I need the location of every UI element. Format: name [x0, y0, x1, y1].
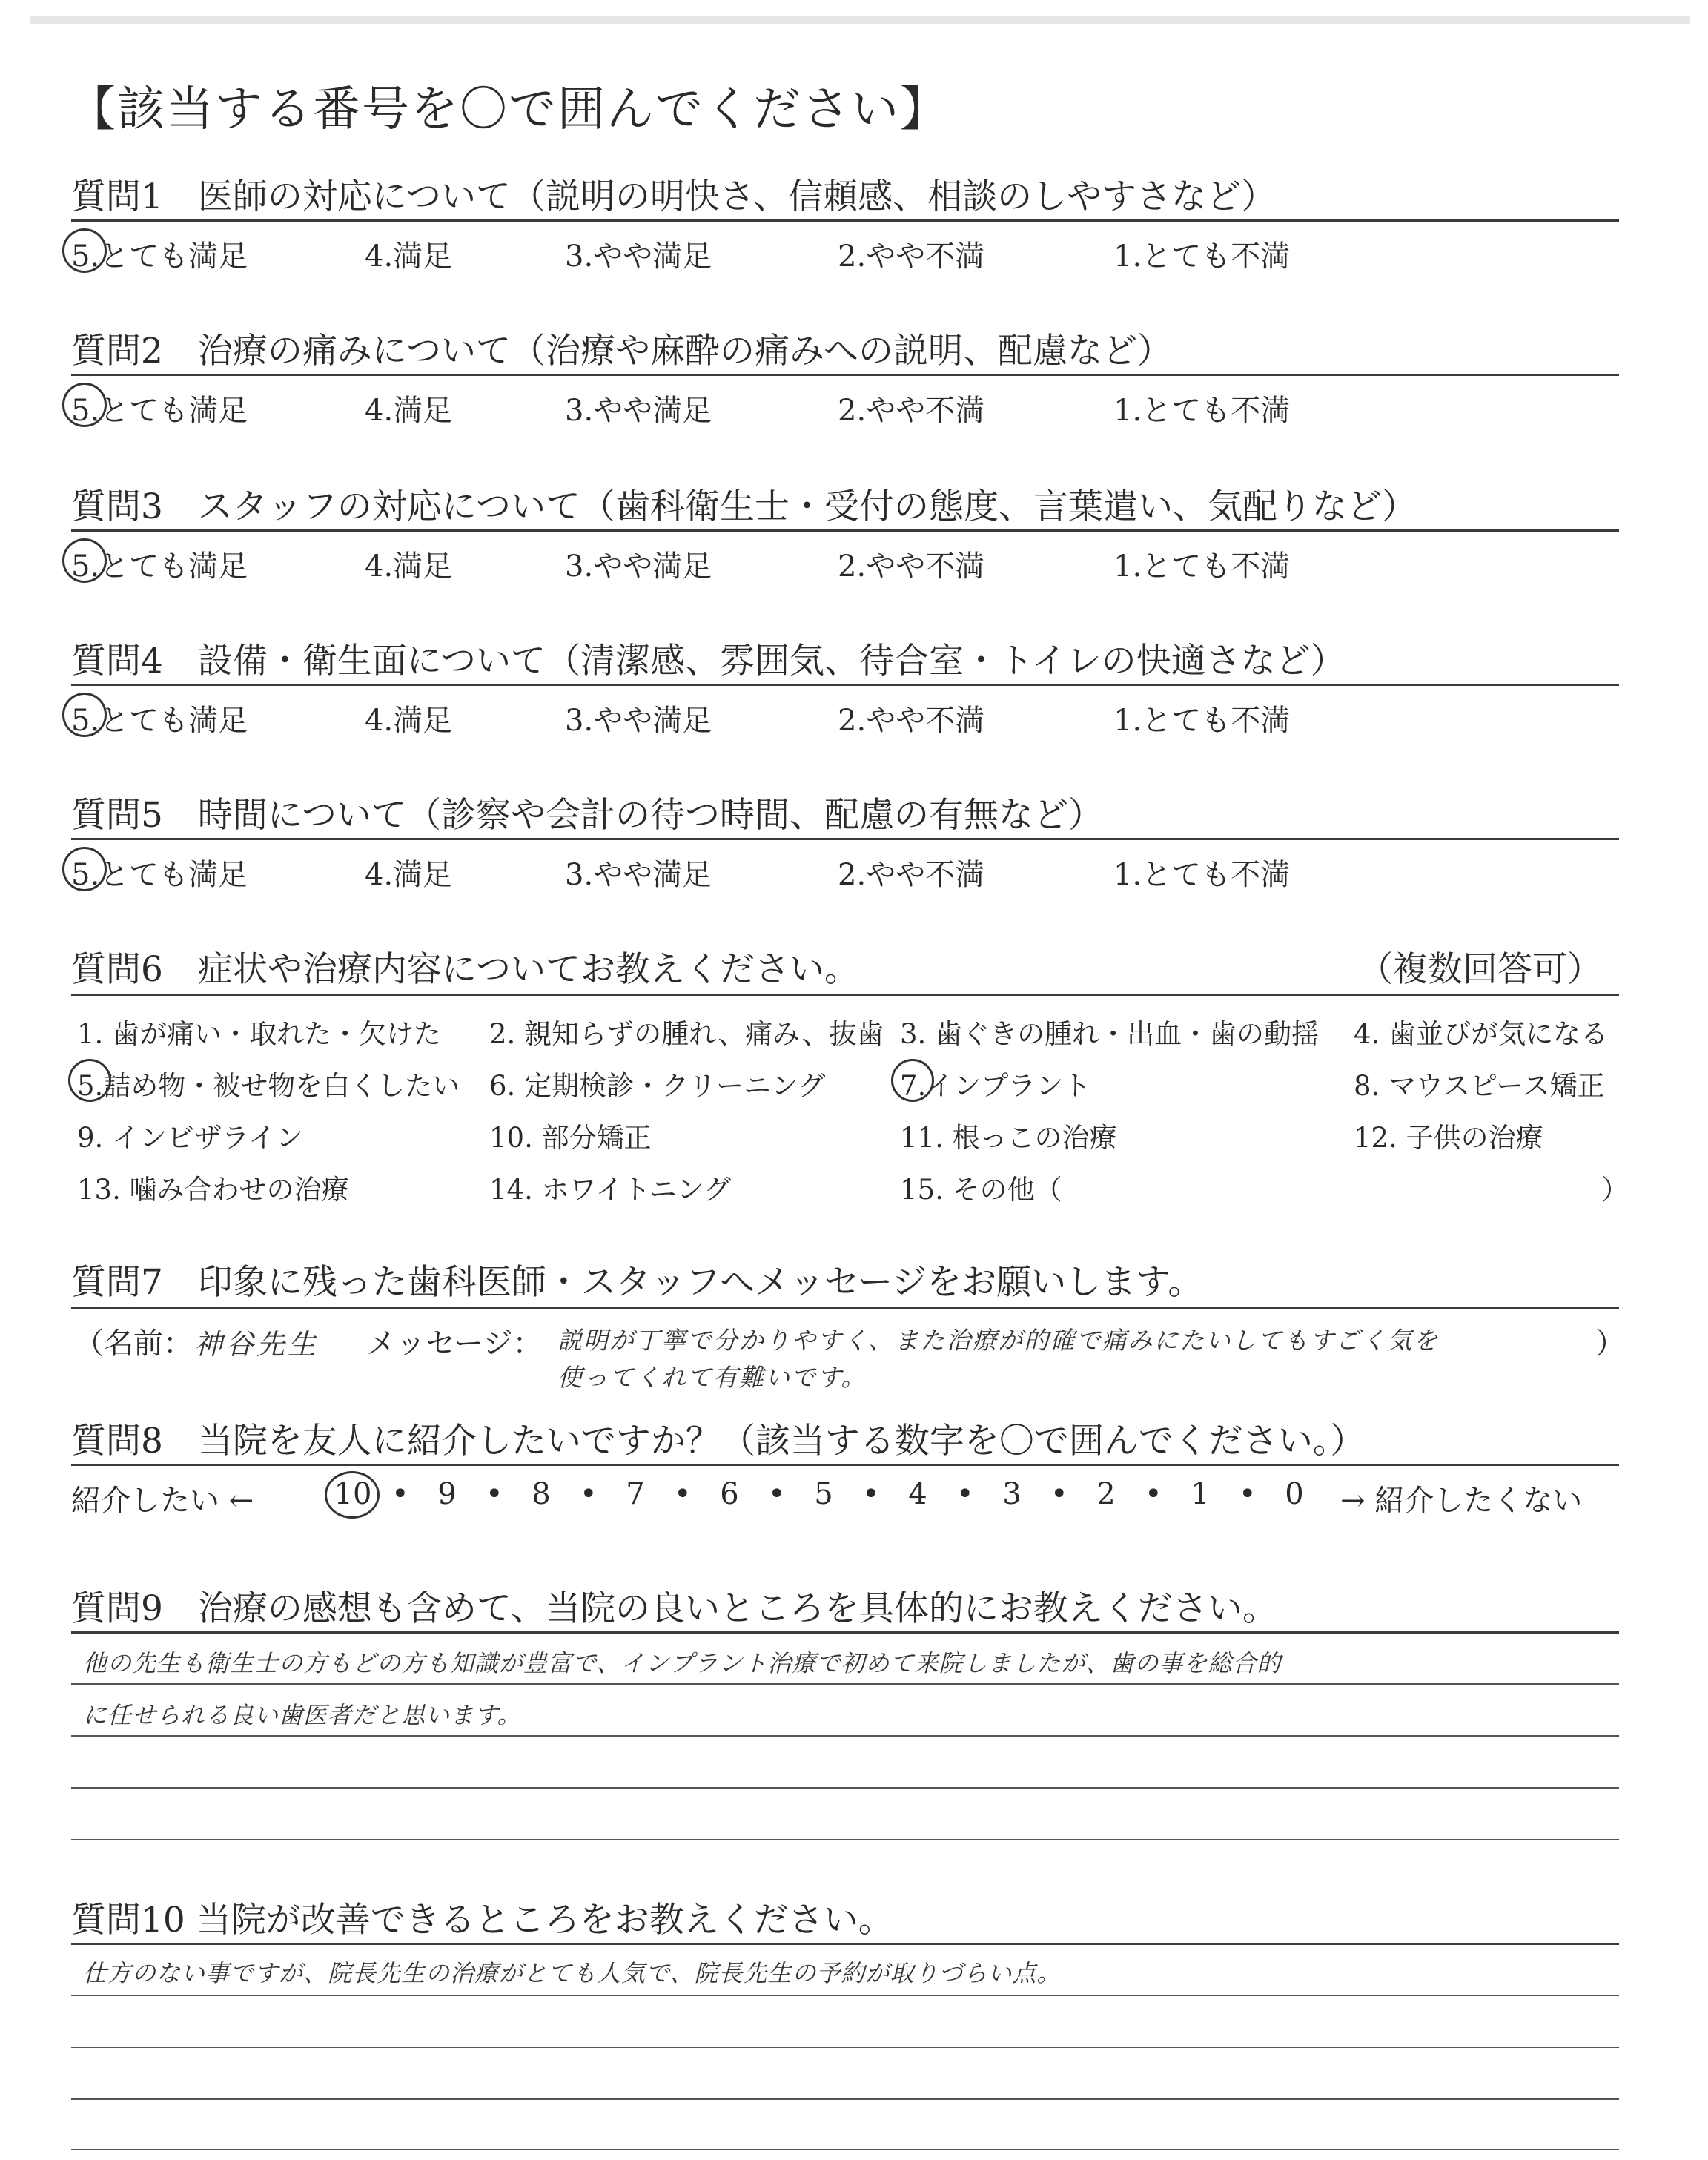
q1-option[interactable]: 2.やや不満	[838, 240, 985, 274]
q5-option[interactable]: 5.とても満足	[71, 858, 248, 892]
q5-option[interactable]: 4.満足	[365, 858, 453, 892]
q10-title: 質問10 当院が改善できるところをお教えください。	[71, 1900, 893, 1941]
q6-option[interactable]: 7.インプラント	[900, 1070, 1091, 1102]
q4-option[interactable]: 2.やや不満	[838, 704, 985, 738]
selection-circle	[62, 228, 107, 273]
q6-title: 質問6 症状や治療内容についてお教えください。	[71, 949, 859, 990]
q7-message-label: メッセージ：	[366, 1327, 543, 1361]
q2-rule	[71, 374, 1619, 376]
q6-option[interactable]: 12. 子供の治療	[1354, 1122, 1543, 1154]
selection-circle	[325, 1471, 380, 1519]
q6-option[interactable]: 9. インビザライン	[77, 1122, 303, 1154]
q2-title: 質問2 治療の痛みについて（治療や麻酔の痛みへの説明、配慮など）	[71, 331, 1173, 371]
q8-scale-dot: •	[1050, 1477, 1068, 1511]
q2-option[interactable]: 3.やや満足	[565, 394, 712, 428]
q9-writing-line	[71, 1839, 1619, 1840]
q2-option[interactable]: 1.とても不満	[1113, 394, 1291, 428]
q8-scale-value[interactable]: 9	[437, 1477, 457, 1511]
q8-scale-value[interactable]: 6	[720, 1477, 739, 1511]
q5-rule	[71, 838, 1619, 840]
q8-scale-dot: •	[768, 1477, 786, 1511]
q1-option[interactable]: 1.とても不満	[1113, 240, 1291, 274]
q10-writing-line	[71, 1995, 1619, 1996]
q3-rule	[71, 529, 1619, 532]
q5-option[interactable]: 2.やや不満	[838, 858, 985, 892]
selection-circle	[62, 693, 107, 737]
q8-scale-dot: •	[580, 1477, 598, 1511]
q3-option[interactable]: 3.やや満足	[565, 549, 712, 584]
selection-circle	[891, 1059, 934, 1102]
q7-message-line2[interactable]: 使ってくれて有難いです。	[557, 1363, 867, 1392]
q1-title: 質問1 医師の対応について（説明の明快さ、信頼感、相談のしやすさなど）	[71, 176, 1277, 217]
q7-rule	[71, 1307, 1619, 1309]
q6-rule	[71, 994, 1619, 996]
selection-circle	[68, 1059, 111, 1102]
q2-option[interactable]: 4.満足	[365, 394, 453, 428]
q8-scale-value[interactable]: 2	[1096, 1477, 1116, 1511]
q5-title: 質問5 時間について（診察や会計の待つ時間、配慮の有無など）	[71, 795, 1103, 836]
q6-option[interactable]: 15. その他（	[900, 1174, 1062, 1206]
selection-circle	[62, 383, 107, 427]
form-heading: 【該当する番号を〇で囲んでください】	[68, 82, 949, 137]
q4-option[interactable]: 4.満足	[365, 704, 453, 738]
q8-scale-dot: •	[862, 1477, 880, 1511]
q6-option[interactable]: 8. マウスピース矯正	[1354, 1070, 1605, 1102]
q3-option[interactable]: 5.とても満足	[71, 549, 248, 584]
q1-option[interactable]: 5.とても満足	[71, 240, 248, 274]
q8-left-label: 紹介したい ←	[71, 1484, 254, 1518]
q6-option[interactable]: 13. 噛み合わせの治療	[77, 1174, 349, 1206]
q8-scale-dot: •	[1239, 1477, 1257, 1511]
q9-answer-line1[interactable]: 他の先生も衛生士の方もどの方も知識が豊富で、インプラント治療で初めて来院しましたが、歯の事を総合的	[83, 1649, 1282, 1677]
q2-option[interactable]: 5.とても満足	[71, 394, 248, 428]
q8-scale-dot: •	[1145, 1477, 1162, 1511]
q8-scale-value[interactable]: 8	[532, 1477, 551, 1511]
q8-scale-dot: •	[391, 1477, 409, 1511]
q3-option[interactable]: 4.満足	[365, 549, 453, 584]
q1-rule	[71, 219, 1619, 222]
q4-option[interactable]: 1.とても不満	[1113, 704, 1291, 738]
q8-title: 質問8 当院を友人に紹介したいですか？（該当する数字を〇で囲んでください。）	[71, 1421, 1366, 1462]
q8-scale-value[interactable]: 5	[814, 1477, 833, 1511]
selection-circle	[62, 538, 107, 583]
q6-option[interactable]: 14. ホワイトニング	[489, 1174, 732, 1206]
q6-note: （複数回答可）	[1358, 949, 1602, 990]
q10-answer-line1[interactable]: 仕方のない事ですが、院長先生の治療がとても人気で、院長先生の予約が取りづらい点。	[83, 1959, 1062, 1987]
q8-scale-dot: •	[674, 1477, 692, 1511]
q2-option[interactable]: 2.やや不満	[838, 394, 985, 428]
q3-option[interactable]: 2.やや不満	[838, 549, 985, 584]
q8-scale-value[interactable]: 4	[908, 1477, 927, 1511]
q8-scale-dot: •	[486, 1477, 503, 1511]
q10-writing-line	[71, 2047, 1619, 2048]
q6-option[interactable]: 3. 歯ぐきの腫れ・出血・歯の動揺	[900, 1018, 1320, 1050]
q4-rule	[71, 684, 1619, 686]
q8-scale-dot: •	[956, 1477, 974, 1511]
q6-option[interactable]: 6. 定期検診・クリーニング	[489, 1070, 826, 1102]
q6-option[interactable]: 11. 根っこの治療	[900, 1122, 1117, 1154]
q6-option[interactable]: 5.詰め物・被せ物を白くしたい	[77, 1070, 460, 1102]
q6-option[interactable]: 1. 歯が痛い・取れた・欠けた	[77, 1018, 442, 1050]
q3-title: 質問3 スタッフの対応について（歯科衛生士・受付の態度、言葉遣い、気配りなど）	[71, 486, 1417, 527]
q10-writing-line	[71, 2149, 1619, 2150]
selection-circle	[62, 847, 107, 891]
q10-rule	[71, 1943, 1619, 1945]
q7-name-label: （名前：	[74, 1327, 193, 1361]
q9-title: 質問9 治療の感想も含めて、当院の良いところを具体的にお教えください。	[71, 1588, 1277, 1629]
q5-option[interactable]: 1.とても不満	[1113, 858, 1291, 892]
q5-option[interactable]: 3.やや満足	[565, 858, 712, 892]
q1-option[interactable]: 3.やや満足	[565, 240, 712, 274]
q8-right-label: → 紹介したくない	[1340, 1484, 1583, 1518]
q7-close-paren: ）	[1595, 1327, 1625, 1361]
q4-option[interactable]: 5.とても満足	[71, 704, 248, 738]
q8-scale-value[interactable]: 0	[1285, 1477, 1304, 1511]
q9-writing-line	[71, 1787, 1619, 1789]
q3-option[interactable]: 1.とても不満	[1113, 549, 1291, 584]
q9-rule	[71, 1631, 1619, 1634]
q6-option[interactable]: 4. 歯並びが気になる	[1354, 1018, 1609, 1050]
scan-edge	[30, 16, 1690, 24]
q6-other-close: ）	[1601, 1174, 1629, 1206]
q6-option[interactable]: 2. 親知らずの腫れ、痛み、抜歯	[489, 1018, 884, 1050]
q9-writing-line	[71, 1683, 1619, 1685]
q6-option[interactable]: 10. 部分矯正	[489, 1122, 652, 1154]
q8-scale-value[interactable]: 1	[1191, 1477, 1210, 1511]
q8-rule	[71, 1464, 1619, 1466]
q10-writing-line	[71, 2098, 1619, 2100]
q8-scale-value[interactable]: 7	[626, 1477, 645, 1511]
q4-title: 質問4 設備・衛生面について（清潔感、雰囲気、待合室・トイレの快適さなど）	[71, 641, 1345, 681]
q9-writing-line	[71, 1735, 1619, 1737]
q9-answer-line2[interactable]: に任せられる良い歯医者だと思います。	[83, 1701, 522, 1729]
q8-scale-value[interactable]: 3	[1002, 1477, 1022, 1511]
q7-title: 質問7 印象に残った歯科医師・スタッフへメッセージをお願いします。	[71, 1262, 1203, 1303]
q8-scale-value[interactable]: 10	[334, 1477, 372, 1511]
q4-option[interactable]: 3.やや満足	[565, 704, 712, 738]
q1-option[interactable]: 4.満足	[365, 240, 453, 274]
q7-name-value[interactable]: 神谷先生	[194, 1328, 320, 1361]
q7-message-line1[interactable]: 説明が丁寧で分かりやすく、また治療が的確で痛みにたいしてもすごく気を	[557, 1326, 1440, 1355]
